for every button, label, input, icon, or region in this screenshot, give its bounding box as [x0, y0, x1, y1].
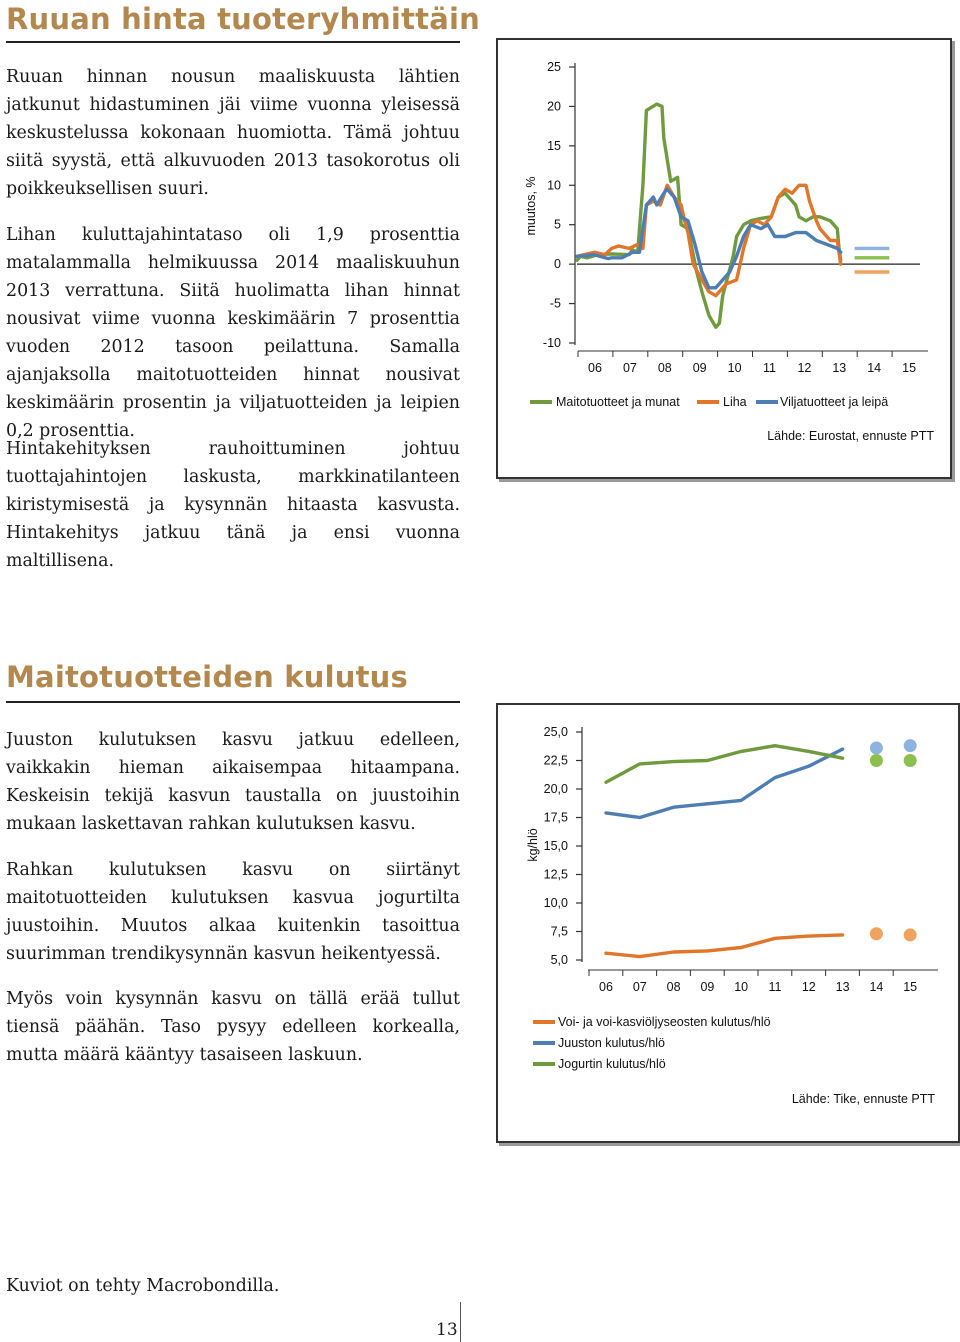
- forecast-point: [870, 741, 883, 754]
- heading-rule: [6, 41, 460, 43]
- section-heading-dairy-consumption: Maitotuotteiden kulutus: [6, 660, 408, 694]
- y-tick-label: 0: [554, 257, 561, 272]
- footer-note: Kuviot on tehty Macrobondilla.: [6, 1276, 280, 1296]
- heading-rule: [6, 701, 460, 703]
- forecast-point: [870, 927, 883, 940]
- x-tick-label: 12: [797, 361, 812, 375]
- series-line: [606, 935, 843, 957]
- y-tick-label: -10: [542, 336, 561, 350]
- forecast-point: [904, 739, 917, 752]
- x-tick-label: 08: [657, 361, 672, 375]
- forecast-point: [870, 754, 883, 767]
- section-heading-food-prices: Ruuan hinta tuoteryhmittäin: [6, 2, 480, 36]
- y-tick-label: 5: [554, 217, 561, 232]
- y-tick-label: 15: [547, 138, 561, 153]
- source-note: Lähde: Eurostat, ennuste PTT: [767, 429, 934, 443]
- x-tick-label: 09: [692, 361, 707, 375]
- legend-label: Jogurtin kulutus/hlö: [558, 1057, 666, 1071]
- x-tick-label: 11: [768, 980, 782, 994]
- forecast-point: [904, 754, 917, 767]
- x-tick-label: 15: [902, 361, 917, 375]
- x-tick-label: 12: [801, 980, 816, 994]
- y-tick-label: 10: [547, 178, 561, 193]
- legend-label: Viljatuotteet ja leipä: [780, 395, 889, 409]
- price-change-chart: [496, 38, 952, 479]
- paragraph: Lihan kuluttajahintataso oli 1,9 prosenttia matalammalla helmikuussa 2014 maaliskuuhun 2013 verrattuna. Siitä huolimatta lihan hinnat nousivat viime vuonna keskimäärin 7 prosenttia vuoden 2012 tasoon peilattuna. Samalla ajanjaksolla maitotuotteiden hinnat nousivat keskimäärin prosentin ja viljatuotteiden ja leipien 0,2 prosenttia.: [6, 225, 460, 441]
- legend-label: Liha: [723, 395, 747, 409]
- page-number: 13: [436, 1320, 458, 1340]
- legend-label: Maitotuotteet ja munat: [556, 395, 680, 409]
- page-divider: [460, 1302, 461, 1342]
- paragraph: Hintakehityksen rauhoittuminen johtuu tuottajahintojen laskusta, markkinatilanteen kiristymisestä ja kysynnän hitaasta kasvusta. Hintakehitys jatkuu tänä ja ensi vuonna maltillisena.: [6, 439, 460, 571]
- dairy-consumption-chart: [496, 703, 960, 1143]
- y-tick-label: 5,0: [550, 953, 568, 967]
- series-line: [577, 104, 841, 327]
- y-tick-label: 22,5: [543, 753, 568, 768]
- y-tick-label: 17,5: [543, 810, 568, 825]
- x-tick-label: 14: [867, 361, 882, 375]
- y-axis-label: muutos, %: [524, 176, 538, 236]
- y-tick-label: 25: [547, 60, 561, 74]
- x-tick-label: 09: [700, 980, 715, 994]
- x-tick-label: 06: [588, 361, 602, 375]
- x-tick-label: 06: [599, 980, 613, 994]
- y-tick-label: 12,5: [543, 867, 568, 882]
- legend-label: Voi- ja voi-kasviöljyseosten kulutus/hlö: [558, 1015, 771, 1029]
- y-tick-label: -5: [549, 296, 561, 311]
- x-tick-label: 11: [763, 361, 776, 375]
- y-tick-label: 7,5: [550, 924, 568, 939]
- x-tick-label: 14: [869, 980, 884, 994]
- x-tick-label: 08: [666, 980, 681, 994]
- x-tick-label: 13: [832, 361, 847, 375]
- paragraph: Rahkan kulutuksen kasvu on siirtänyt maitotuotteiden kulutuksen kasvua jogurtilta juustoihin. Muutos alkaa kuitenkin tasoittua suurimman trendikysynnän kasvun heikentyessä.: [6, 860, 460, 964]
- x-tick-label: 10: [727, 361, 742, 375]
- paragraph: Juuston kulutuksen kasvu jatkuu edelleen, vaikkakin hieman aikaisempaa hitaampana. Keskeisin tekijä kasvun taustalla on juustoihin mukaan laskettavan rahkan kulutuksen kasvu.: [6, 730, 460, 834]
- x-tick-label: 15: [903, 980, 918, 994]
- y-axis-label: kg/hlö: [526, 828, 540, 862]
- source-note: Lähde: Tike, ennuste PTT: [791, 1092, 935, 1106]
- x-tick-label: 13: [835, 980, 850, 994]
- price-change-chart-svg: [498, 40, 950, 477]
- series-line: [606, 746, 843, 783]
- x-tick-label: 07: [622, 361, 637, 375]
- y-tick-label: 20: [547, 99, 561, 114]
- paragraph: Myös voin kysynnän kasvu on tällä erää tullut tiensä päähän. Taso pysyy edelleen korkealla, mutta määrä kääntyy tasaiseen laskuun.: [6, 989, 460, 1065]
- y-tick-label: 25,0: [543, 725, 568, 739]
- y-tick-label: 20,0: [543, 782, 568, 796]
- y-tick-label: 10,0: [543, 896, 568, 910]
- series-line: [577, 189, 841, 288]
- y-tick-label: 15,0: [543, 839, 568, 853]
- dairy-consumption-chart-svg: [498, 705, 958, 1141]
- paragraph: Ruuan hinnan nousun maaliskuusta lähtien jatkunut hidastuminen jäi viime vuonna yleisessä keskustelussa kokonaan huomiotta. Tämä johtuu siitä syystä, että alkuvuoden 2013 tasokorotus oli poikkeuksellisen suuri.: [6, 67, 460, 199]
- forecast-point: [904, 928, 917, 941]
- series-line: [606, 749, 843, 817]
- legend-label: Juuston kulutus/hlö: [558, 1036, 666, 1050]
- x-tick-label: 10: [734, 980, 749, 994]
- x-tick-label: 07: [632, 980, 647, 994]
- series-line: [577, 185, 841, 295]
